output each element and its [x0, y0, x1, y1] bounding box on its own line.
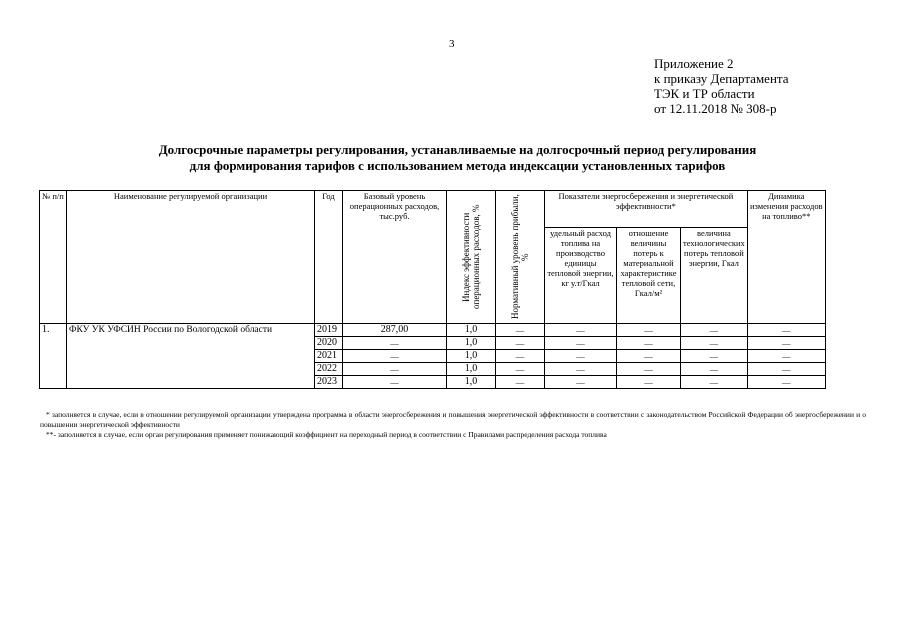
appendix-line: Приложение 2 — [654, 56, 734, 71]
header-num: № п/п — [40, 191, 67, 324]
header-specific-fuel: удельный расход топлива на производство единицы тепловой энергии, кг у.т/Гкал — [545, 228, 617, 324]
organization-name: ФКУ УК УФСИН России по Вологодской области — [67, 324, 315, 389]
index-cell: 1,0 — [447, 324, 496, 337]
losses-cell: — — [681, 324, 748, 337]
header-fuel-dynamics: Динамика изменения расходов на топливо** — [747, 191, 825, 324]
header-year: Год — [315, 191, 343, 324]
header-base-level: Базовый уровень операционных расходов, тыс.руб. — [343, 191, 447, 324]
row-number: 1. — [40, 324, 67, 389]
appendix-line: к приказу Департамента — [654, 71, 789, 86]
appendix-line: ТЭК и ТР области — [654, 86, 755, 101]
losses-cell: — — [681, 376, 748, 389]
dynamics-cell: — — [747, 337, 825, 350]
fuel-cell: — — [545, 376, 617, 389]
fuel-cell: — — [545, 324, 617, 337]
dynamics-cell: — — [747, 376, 825, 389]
footnote-2: **- заполняется в случае, если орган регулирования применяет понижающий коэффициент на переходный период в соответствии с Правилами распределения расхода топлива — [46, 430, 607, 439]
year-cell: 2023 — [315, 376, 343, 389]
header-profit-level-text: Нормативный уровень прибыли, % — [510, 194, 530, 320]
header-profit-level — [496, 191, 545, 324]
document-title — [60, 142, 855, 174]
ratio-cell: — — [617, 363, 681, 376]
ratio-cell: — — [617, 337, 681, 350]
base-cell: — — [343, 337, 447, 350]
profit-cell: — — [496, 337, 545, 350]
ratio-cell: — — [617, 350, 681, 363]
header-tech-losses: величина технологических потерь тепловой энергии, Гкал — [681, 228, 748, 324]
year-cell: 2021 — [315, 350, 343, 363]
profit-cell: — — [496, 363, 545, 376]
base-cell: 287,00 — [343, 324, 447, 337]
index-cell: 1,0 — [447, 363, 496, 376]
ratio-cell: — — [617, 376, 681, 389]
fuel-cell: — — [545, 363, 617, 376]
index-cell: 1,0 — [447, 337, 496, 350]
index-cell: 1,0 — [447, 376, 496, 389]
appendix-block — [654, 56, 789, 116]
appendix-line: от 12.11.2018 № 308-р — [654, 101, 777, 116]
dynamics-cell: — — [747, 363, 825, 376]
table-row — [40, 324, 826, 337]
year-cell: 2019 — [315, 324, 343, 337]
page-number: 3 — [449, 38, 455, 50]
profit-cell: — — [496, 350, 545, 363]
header-indicators: Показатели энергосбережения и энергетической эффективности* — [545, 191, 748, 228]
ratio-cell: — — [617, 324, 681, 337]
profit-cell: — — [496, 324, 545, 337]
fuel-cell: — — [545, 337, 617, 350]
year-cell: 2022 — [315, 363, 343, 376]
header-efficiency-index — [447, 191, 496, 324]
header-efficiency-index-text: Индекс эффективности операционных расходов, % — [461, 204, 481, 310]
header-org: Наименование регулируемой организации — [67, 191, 315, 324]
year-cell: 2020 — [315, 337, 343, 350]
losses-cell: — — [681, 337, 748, 350]
parameters-table — [39, 190, 826, 389]
base-cell: — — [343, 350, 447, 363]
index-cell: 1,0 — [447, 350, 496, 363]
dynamics-cell: — — [747, 324, 825, 337]
base-cell: — — [343, 363, 447, 376]
base-cell: — — [343, 376, 447, 389]
title-line: для формирования тарифов с использованием метода индексации установленных тарифов — [189, 158, 726, 173]
dynamics-cell: — — [747, 350, 825, 363]
fuel-cell: — — [545, 350, 617, 363]
profit-cell: — — [496, 376, 545, 389]
footnotes — [40, 410, 866, 440]
header-loss-ratio: отношение величины потерь к материальной характеристике тепловой сети, Гкал/м² — [617, 228, 681, 324]
footnote-1: * заполняется в случае, если в отношении регулируемой организации утверждена программа в области энергосбережения и повышения энергетической эффективности в соответствии с законодательством Российской Федерации об энергосбережении и о повышении энергетической эффективности — [40, 410, 866, 429]
losses-cell: — — [681, 363, 748, 376]
losses-cell: — — [681, 350, 748, 363]
title-line: Долгосрочные параметры регулирования, устанавливаемые на долгосрочный период регулирования — [158, 142, 757, 157]
